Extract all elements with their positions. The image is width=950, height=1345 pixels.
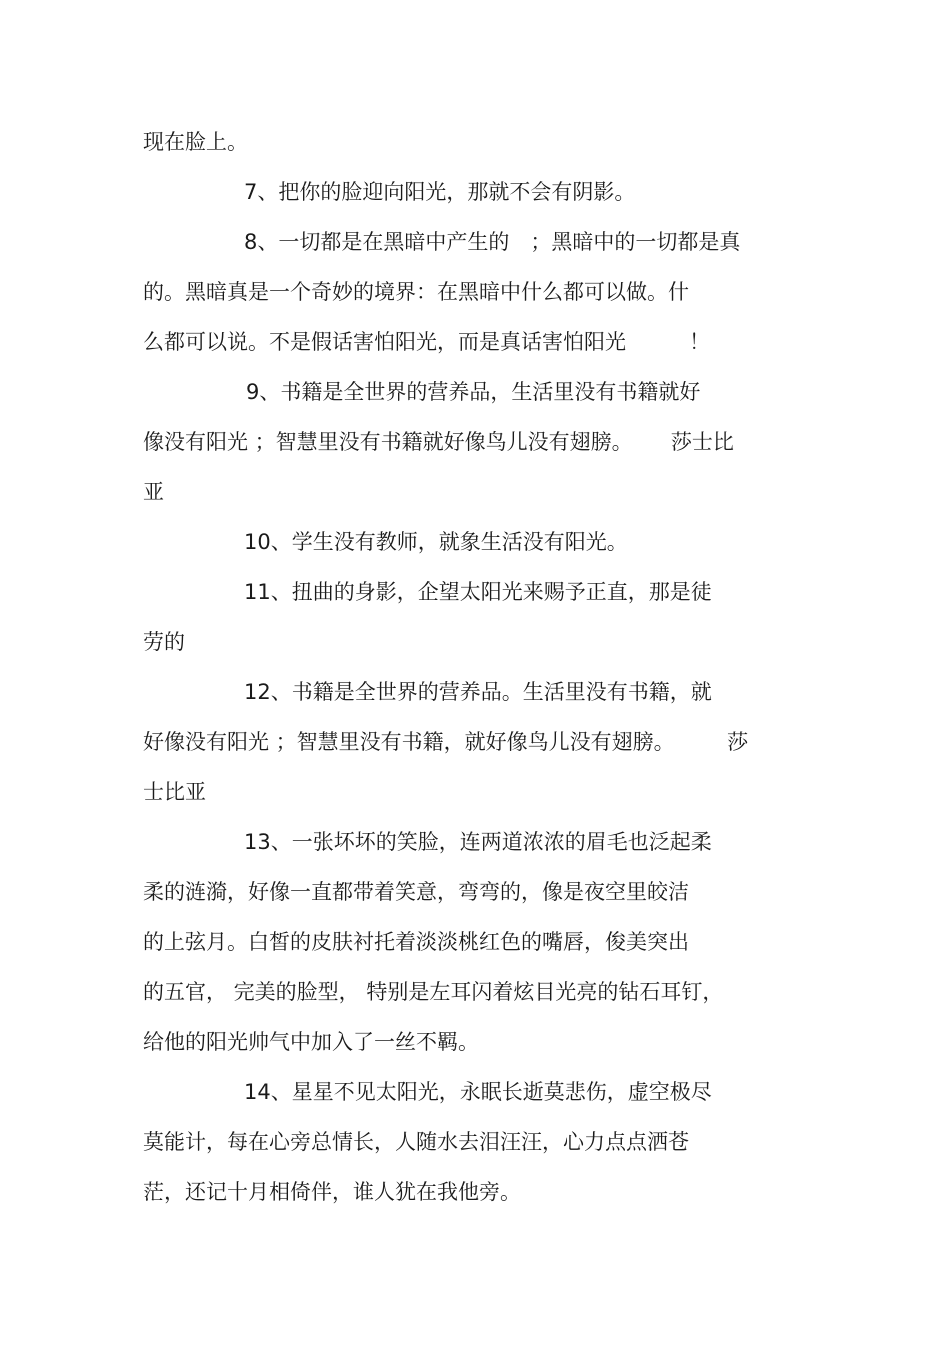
text-line: 13、一张坏坏的笑脸，连两道浓浓的眉毛也泛起柔 <box>244 830 712 854</box>
text-line: 亚 <box>143 480 164 504</box>
text-line: 12、书籍是全世界的营养品。生活里没有书籍，就 <box>244 680 712 704</box>
text-line: 茫，还记十月相倚伴，谁人犹在我他旁。 <box>143 1180 521 1204</box>
text-line: 10、学生没有教师，就象生活没有阳光。 <box>244 530 628 554</box>
text-line: 么都可以说。不是假话害怕阳光，而是真话害怕阳光 ！ <box>143 330 710 354</box>
text-line: 9、书籍是全世界的营养品，生活里没有书籍就好 <box>246 380 701 404</box>
text-line: 的上弦月。白皙的皮肤衬托着淡淡桃红色的嘴唇，俊美突出 <box>143 930 689 954</box>
text-line: 好像没有阳光 ；智慧里没有书籍，就好像鸟儿没有翅膀。 莎 <box>143 730 749 754</box>
text-line: 7、把你的脸迎向阳光，那就不会有阴影。 <box>244 180 636 204</box>
text-line: 8、一切都是在黑暗中产生的 ；黑暗中的一切都是真 <box>244 230 741 254</box>
text-line: 士比亚 <box>143 780 206 804</box>
text-line: 给他的阳光帅气中加入了一丝不羁。 <box>143 1030 479 1054</box>
text-line: 劳的 <box>143 630 185 654</box>
text-line: 的五官， 完美的脸型， 特别是左耳闪着炫目光亮的钻石耳钉， <box>143 980 724 1004</box>
text-line: 14、星星不见太阳光，永眠长逝莫悲伤，虚空极尽 <box>244 1080 712 1104</box>
text-line: 现在脸上。 <box>143 130 248 154</box>
text-line: 柔的涟漪，好像一直都带着笑意，弯弯的，像是夜空里皎洁 <box>143 880 689 904</box>
text-line: 莫能计，每在心旁总情长，人随水去泪汪汪，心力点点洒苍 <box>143 1130 689 1154</box>
text-line: 像没有阳光 ；智慧里没有书籍就好像鸟儿没有翅膀。 莎士比 <box>143 430 734 454</box>
text-line: 的。黑暗真是一个奇妙的境界：在黑暗中什么都可以做。什 <box>143 280 689 304</box>
text-line: 11、扭曲的身影，企望太阳光来赐予正直，那是徒 <box>244 580 712 604</box>
